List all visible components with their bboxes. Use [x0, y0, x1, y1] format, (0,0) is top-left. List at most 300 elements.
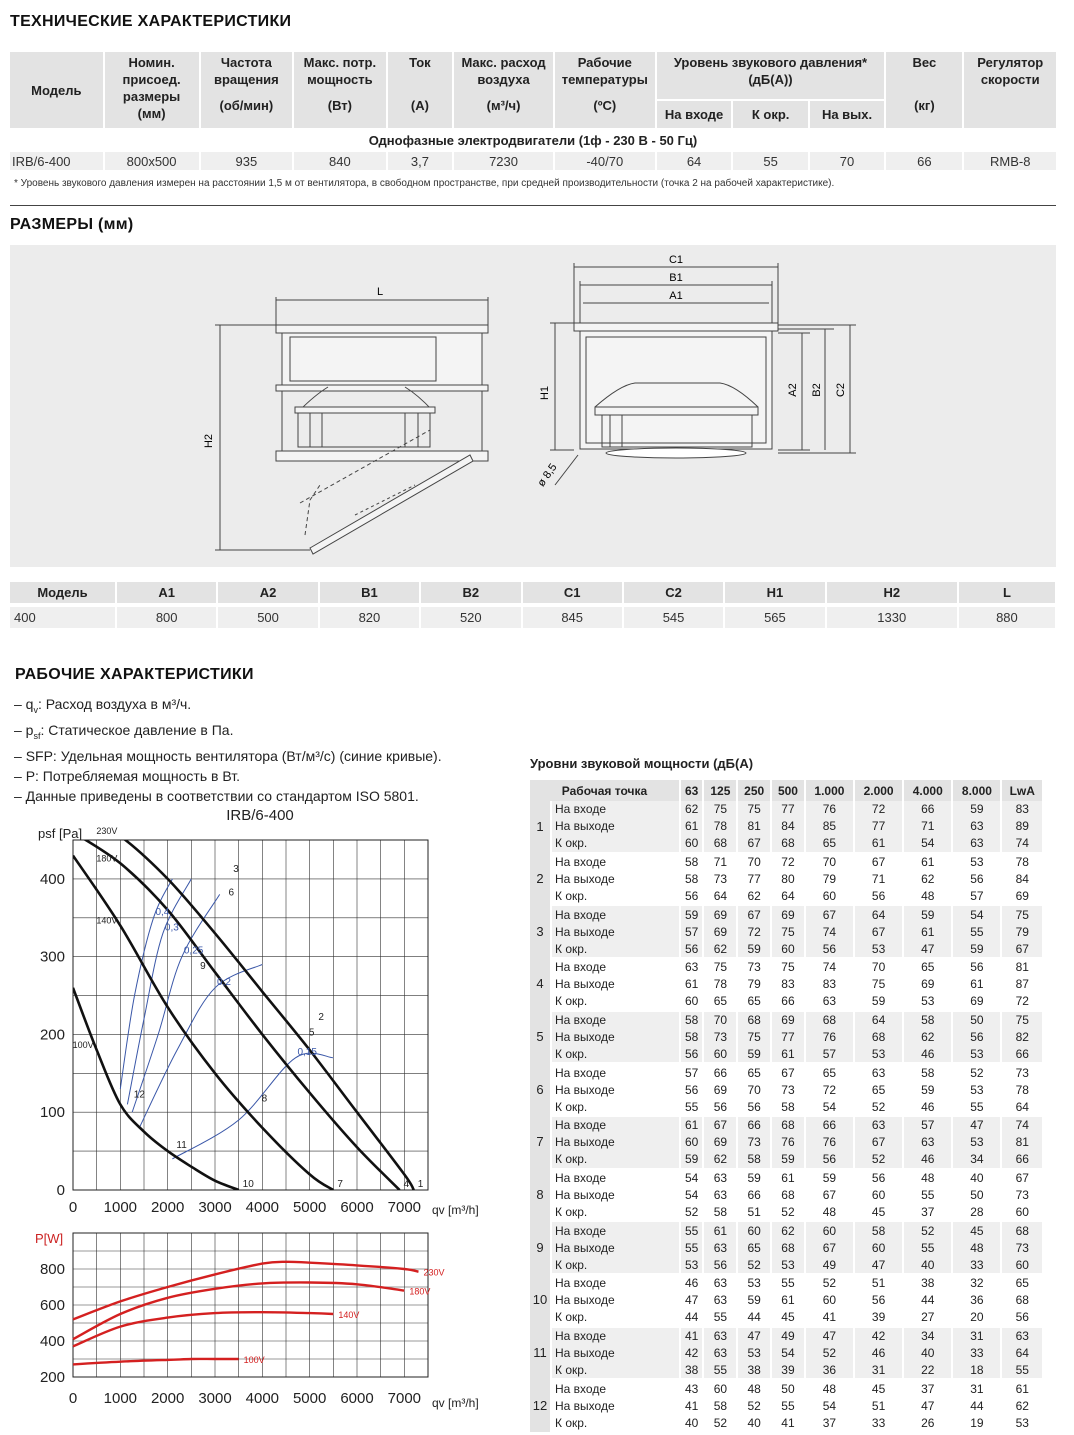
value-cell: 57 [805, 1045, 854, 1063]
value-cell: 58 [903, 1063, 952, 1081]
value-cell: 59 [737, 1045, 771, 1063]
value-cell: 60 [771, 940, 805, 958]
sound-title: Уровни звуковой мощности (дБ(A) [530, 756, 754, 771]
value-cell: 61 [903, 853, 952, 871]
point-cell: 1 [530, 801, 551, 853]
value-cell: 61 [771, 1292, 805, 1309]
row-label: К окр. [551, 835, 680, 853]
value-cell: 75 [1001, 1011, 1042, 1029]
value-cell: 70 [805, 853, 854, 871]
value-cell: 38 [903, 1274, 952, 1292]
row-label: К окр. [551, 993, 680, 1011]
value-cell: 60 [805, 887, 854, 905]
value-cell: 60 [680, 835, 704, 853]
table-row [530, 1397, 1042, 1414]
value-cell: 58 [903, 1011, 952, 1029]
value-cell: 58 [680, 1011, 704, 1029]
table-row [530, 1221, 1042, 1239]
value-cell: 47 [854, 1256, 903, 1274]
value-cell: 68 [805, 1011, 854, 1029]
value-cell: 58 [771, 1098, 805, 1116]
label-C2: C2 [835, 382, 847, 398]
value-cell: 41 [680, 1327, 704, 1345]
value-cell: 52 [737, 1397, 771, 1414]
row-label: На входе [551, 801, 680, 818]
col-sound-env: К окр. [732, 100, 808, 128]
value-cell: 40 [903, 1345, 952, 1362]
value-cell: 79 [1001, 923, 1042, 940]
x-tick-label: 4000 [245, 1390, 280, 1407]
value-cell: 46 [680, 1274, 704, 1292]
series-line [73, 988, 239, 1190]
value-cell: 55 [703, 1309, 737, 1327]
value-cell: 33 [952, 1256, 1001, 1274]
value-cell: 83 [1001, 801, 1042, 818]
value-cell: 45 [854, 1203, 903, 1221]
x-tick-label: 1000 [103, 1390, 138, 1407]
table-row [530, 1274, 1042, 1292]
value-cell: 69 [703, 923, 737, 940]
value-cell: 66 [903, 801, 952, 818]
value-cell: 53 [903, 993, 952, 1011]
value-cell: 55 [771, 1397, 805, 1414]
label-B2: B2 [811, 383, 823, 397]
performance-legend: – $q_v$: Расход воздуха в м³/ч. – $p_{sf}$: Статическое давление в Па. – SFP: Удельная мощность вентилятора (Вт/м³/с) (синие кривые). – P: Потребляемая мощность в Вт. – Данные приведены в соответствии со стандартом ISO 5801. [14, 696, 442, 804]
table-row [530, 1169, 1042, 1187]
x-tick-label: 7000 [387, 1199, 422, 1216]
value-cell: 77 [771, 801, 805, 818]
power-series-label: 230V [423, 1267, 445, 1278]
value-cell: 55 [1001, 1362, 1042, 1380]
value-cell: 59 [903, 905, 952, 923]
value-cell: 52 [952, 1063, 1001, 1081]
value-cell: 63 [703, 1327, 737, 1345]
point-cell: 9 [530, 1221, 551, 1274]
value-cell: 63 [703, 1239, 737, 1256]
point-label: 2 [318, 1011, 324, 1023]
chart-title: IRB/6-400 [226, 807, 294, 824]
row-label: К окр. [551, 1151, 680, 1169]
value-cell: 57 [680, 923, 704, 940]
y-tick-label: 300 [39, 948, 65, 966]
value-cell: 69 [703, 905, 737, 923]
value-cell: 55 [952, 1098, 1001, 1116]
value-cell: 73 [1001, 1187, 1042, 1204]
value-cell: 73 [737, 1134, 771, 1151]
value-cell: 59 [680, 905, 704, 923]
value-cell: 67 [1001, 940, 1042, 958]
x-tick-label: 1000 [103, 1199, 138, 1216]
table-row [530, 801, 1042, 818]
row-label: К окр. [551, 1203, 680, 1221]
row-label: На выходе [551, 1134, 680, 1151]
point-cell: 5 [530, 1011, 551, 1064]
table-row [530, 940, 1042, 958]
value-cell: 53 [952, 1134, 1001, 1151]
value-cell: 69 [703, 1134, 737, 1151]
point-label: 1 [417, 1179, 424, 1190]
value-cell: 58 [737, 1151, 771, 1169]
value-cell: 79 [805, 871, 854, 888]
value-cell: 53 [952, 853, 1001, 871]
series-line [73, 832, 400, 1190]
value-cell: 46 [854, 1345, 903, 1362]
value-cell: 77 [737, 871, 771, 888]
value-cell: 66 [771, 993, 805, 1011]
table-row [530, 1256, 1042, 1274]
value-cell: 57 [680, 1063, 704, 1081]
row-label: На выходе [551, 1292, 680, 1309]
row-label: К окр. [551, 1414, 680, 1432]
row-label: На выходе [551, 1081, 680, 1098]
table-row [530, 818, 1042, 835]
value-cell: 59 [737, 1292, 771, 1309]
table-row [530, 1187, 1042, 1204]
series-line [73, 856, 333, 1190]
point-cell: 11 [530, 1327, 551, 1380]
row-label: На выходе [551, 818, 680, 835]
value-cell: 74 [1001, 835, 1042, 853]
col-speed: Частота вращения (об/мин) [200, 52, 294, 128]
value-cell: 62 [680, 801, 704, 818]
value-cell: 61 [903, 923, 952, 940]
value-cell: 47 [903, 940, 952, 958]
dimension-drawing [10, 245, 1056, 567]
value-cell: 75 [771, 958, 805, 976]
value-cell: 62 [1001, 1397, 1042, 1414]
value-cell: 65 [1001, 1274, 1042, 1292]
value-cell: 63 [854, 1116, 903, 1134]
value-cell: 56 [703, 1098, 737, 1116]
value-cell: 56 [737, 1098, 771, 1116]
value-cell: 41 [805, 1309, 854, 1327]
value-cell: 73 [703, 871, 737, 888]
value-cell: 70 [737, 853, 771, 871]
row-label: На входе [551, 1327, 680, 1345]
value-cell: 27 [903, 1309, 952, 1327]
value-cell: 76 [805, 801, 854, 818]
value-cell: 41 [680, 1397, 704, 1414]
value-cell: 50 [952, 1011, 1001, 1029]
point-cell: 2 [530, 853, 551, 906]
value-cell: 62 [737, 887, 771, 905]
value-cell: 60 [1001, 1256, 1042, 1274]
table-row [530, 905, 1042, 923]
row-label: На выходе [551, 1345, 680, 1362]
sfp-label: 0,2 [217, 976, 231, 988]
value-cell: 62 [703, 1151, 737, 1169]
value-cell: 64 [854, 1011, 903, 1029]
value-cell: 81 [737, 818, 771, 835]
value-cell: 69 [903, 976, 952, 993]
group-label: Однофазные электродвигатели (1ф - 230 В - 50 Гц) [10, 128, 1056, 152]
row-label: К окр. [551, 1309, 680, 1327]
row-label: На выходе [551, 871, 680, 888]
value-cell: 51 [737, 1203, 771, 1221]
point-label: 4 [403, 1179, 410, 1190]
value-cell: 44 [903, 1292, 952, 1309]
value-cell: 69 [703, 1081, 737, 1098]
value-cell: 48 [805, 1379, 854, 1397]
value-cell: 68 [1001, 1292, 1042, 1309]
value-cell: 59 [952, 940, 1001, 958]
value-cell: 67 [805, 905, 854, 923]
value-cell: 20 [952, 1309, 1001, 1327]
value-cell: 26 [903, 1414, 952, 1432]
row-label: К окр. [551, 1362, 680, 1380]
table-row [530, 1362, 1042, 1380]
value-cell: 68 [771, 1239, 805, 1256]
value-cell: 70 [703, 1011, 737, 1029]
x-tick-label: 2000 [150, 1199, 185, 1216]
value-cell: 39 [771, 1362, 805, 1380]
value-cell: 59 [771, 1151, 805, 1169]
value-cell: 56 [703, 1256, 737, 1274]
x-tick-label: 0 [68, 1199, 78, 1216]
row-label: На входе [551, 1169, 680, 1187]
value-cell: 68 [771, 1187, 805, 1204]
value-cell: 67 [805, 1187, 854, 1204]
value-cell: 40 [737, 1414, 771, 1432]
value-cell: 44 [737, 1309, 771, 1327]
table-row [530, 1414, 1042, 1432]
point-cell: 4 [530, 958, 551, 1011]
value-cell: 65 [854, 1081, 903, 1098]
plot-area [73, 809, 414, 1190]
value-cell: 67 [771, 1063, 805, 1081]
value-cell: 64 [703, 887, 737, 905]
value-cell: 78 [703, 976, 737, 993]
value-cell: 87 [1001, 976, 1042, 993]
table-row [530, 1309, 1042, 1327]
value-cell: 60 [703, 1045, 737, 1063]
table-row [530, 853, 1042, 871]
table-row [530, 923, 1042, 940]
value-cell: 66 [703, 1063, 737, 1081]
value-cell: 52 [805, 1345, 854, 1362]
value-cell: 63 [703, 1169, 737, 1187]
value-cell: 62 [903, 871, 952, 888]
power-series-label: 100V [243, 1355, 265, 1365]
x-axis-label: qv [m³/h] [432, 1203, 479, 1217]
value-cell: 53 [854, 1045, 903, 1063]
value-cell: 62 [903, 1029, 952, 1046]
value-cell: 63 [903, 1134, 952, 1151]
value-cell: 63 [680, 958, 704, 976]
value-cell: 56 [854, 1169, 903, 1187]
point-label: 9 [200, 961, 206, 973]
y-tick-label: 800 [39, 1261, 65, 1278]
value-cell: 47 [737, 1327, 771, 1345]
value-cell: 56 [805, 940, 854, 958]
value-cell: 60 [680, 1134, 704, 1151]
value-cell: 63 [952, 835, 1001, 853]
value-cell: 71 [854, 871, 903, 888]
value-cell: 77 [771, 1029, 805, 1046]
row-label: На входе [551, 1274, 680, 1292]
value-cell: 59 [903, 1081, 952, 1098]
value-cell: 54 [805, 1098, 854, 1116]
point-label: 11 [176, 1140, 187, 1152]
value-cell: 33 [952, 1345, 1001, 1362]
row-label: К окр. [551, 1098, 680, 1116]
value-cell: 40 [903, 1256, 952, 1274]
x-tick-label: 2000 [150, 1390, 185, 1407]
table-row [530, 1379, 1042, 1397]
value-cell: 73 [771, 1081, 805, 1098]
value-cell: 59 [952, 801, 1001, 818]
label-hole: ø 8,5 [535, 461, 560, 489]
value-cell: 65 [737, 993, 771, 1011]
row-label: На входе [551, 853, 680, 871]
value-cell: 32 [952, 1274, 1001, 1292]
value-cell: 31 [952, 1379, 1001, 1397]
value-cell: 58 [703, 1203, 737, 1221]
table-row [530, 1327, 1042, 1345]
value-cell: 31 [952, 1327, 1001, 1345]
value-cell: 62 [771, 1221, 805, 1239]
value-cell: 56 [680, 940, 704, 958]
value-cell: 67 [1001, 1169, 1042, 1187]
value-cell: 55 [952, 923, 1001, 940]
value-cell: 55 [771, 1274, 805, 1292]
x-tick-label: 3000 [198, 1390, 232, 1407]
label-C1: C1 [668, 254, 684, 266]
value-cell: 61 [952, 976, 1001, 993]
col-weight: Вес (кг) [885, 52, 963, 128]
value-cell: 72 [771, 853, 805, 871]
sfp-label: 0,15 [297, 1046, 317, 1058]
value-cell: 56 [854, 887, 903, 905]
value-cell: 71 [703, 853, 737, 871]
value-cell: 72 [805, 1081, 854, 1098]
specs-footnote: * Уровень звукового давления измерен на расстоянии 1,5 м от вентилятора, в свободном пространстве, при средней производительности (точка 2 на рабочей характеристике). [14, 178, 835, 189]
table-row [530, 1116, 1042, 1134]
col-airflow: Макс. расход воздуха (м³/ч) [453, 52, 554, 128]
value-cell: 67 [854, 853, 903, 871]
value-cell: 48 [952, 1239, 1001, 1256]
value-cell: 53 [737, 1274, 771, 1292]
value-cell: 49 [771, 1327, 805, 1345]
value-cell: 64 [1001, 1345, 1042, 1362]
value-cell: 58 [680, 871, 704, 888]
value-cell: 56 [952, 1029, 1001, 1046]
row-label: На входе [551, 905, 680, 923]
sound-table: Рабочая точка 63 125 250 500 1.000 2.000 4.000 8.000 LwA 1 На входе 62 75 75 77 76 72 66 59 83 На выходе 61 78 81 84 85 77 71 63 89 К окр. 60 68 67 68 65 61 54 63 74 2 На входе 58 71 70 72 70 67 61 53 78 На выходе 58 73 77 80 79 71 62 56 84 К окр. 56 64 62 64 60 56 48 57 69 3 На входе 59 69 67 69 67 64 59 54 75 На выходе 57 69 72 75 74 67 61 55 79 К окр. 56 62 59 60 56 53 47 59 67 4 На входе 63 75 73 75 74 70 65 56 81 На выходе 61 78 79 83 83 75 69 61 87 К окр. 60 65 65 66 63 59 53 69 72 5 На входе 58 70 68 69 68 64 58 50 75 На выходе 58 73 75 77 76 68 62 56 82 К окр. 56 60 59 61 57 53 46 53 66 6 На входе 57 66 65 67 65 63 58 52 73 На выходе 56 69 70 73 72 65 59 53 78 К окр. 55 56 56 58 54 52 46 55 64 7 На входе 61 67 66 68 66 63 57 47 74 На выходе 60 69 73 76 76 67 63 53 81 К окр. 59 62 58 59 56 52 46 34 66 8 На входе 54 63 59 61 59 56 48 40 67 На выходе 54 63 66 68 67 60 55 50 73 К окр. 52 58 51 52 48 45 37 28 60 9 На входе 55 61 60 62 60 58 52 45 68 На выходе 55 63 65 68 67 60 55 48 73 К окр. 53 56 52 53 49 47 40 33 60 10 На входе 46 63 53 55 52 51 38 32 65 На выходе 47 63 59 61 60 56 44 36 68 К окр. 44 55 44 45 41 39 27 20 56 11 На входе 41 63 47 49 47 42 34 31 63 На выходе 42 63 53 54 52 46 40 33 64 К окр. 38 55 38 39 36 31 22 18 55 12 На входе 43 60 48 50 48 45 37 31 61 На выходе 41 58 52 55 54 51 47 44 62 К окр. 40 52 40 41 37 33 26 19 53 [530, 780, 1042, 1433]
col-current: Ток (A) [387, 52, 454, 128]
col-power: Макс. потр. мощность (Вт) [293, 52, 387, 128]
value-cell: 74 [805, 923, 854, 940]
value-cell: 74 [805, 958, 854, 976]
sfp-curve [172, 1053, 333, 1159]
row-label: На выходе [551, 1029, 680, 1046]
value-cell: 72 [854, 801, 903, 818]
table-row [530, 1134, 1042, 1151]
value-cell: 59 [680, 1151, 704, 1169]
value-cell: 66 [737, 1116, 771, 1134]
value-cell: 65 [903, 958, 952, 976]
y-tick-label: 100 [39, 1104, 65, 1122]
value-cell: 34 [952, 1151, 1001, 1169]
value-cell: 68 [703, 835, 737, 853]
row-label: На выходе [551, 923, 680, 940]
value-cell: 55 [903, 1239, 952, 1256]
value-cell: 52 [703, 1414, 737, 1432]
value-cell: 54 [680, 1169, 704, 1187]
value-cell: 65 [805, 1063, 854, 1081]
value-cell: 72 [737, 923, 771, 940]
value-cell: 54 [771, 1345, 805, 1362]
dimensions-row: 400 800 500 820 520 845 545 565 1330 880 [10, 607, 1055, 628]
value-cell: 60 [854, 1239, 903, 1256]
value-cell: 45 [771, 1309, 805, 1327]
value-cell: 47 [805, 1327, 854, 1345]
x-tick-label: 6000 [340, 1390, 374, 1407]
value-cell: 61 [771, 1169, 805, 1187]
label-A2: A2 [787, 383, 799, 397]
sfp-label: 0,25 [183, 945, 204, 957]
series-label: 100V [72, 1040, 94, 1050]
y-axis-label: psf [Pa] [38, 826, 83, 841]
col-sound-outlet: На вых. [809, 100, 885, 128]
value-cell: 48 [903, 1169, 952, 1187]
x-tick-label: 6000 [340, 1199, 374, 1216]
value-cell: 53 [737, 1345, 771, 1362]
value-cell: 85 [805, 818, 854, 835]
value-cell: 64 [854, 905, 903, 923]
value-cell: 38 [737, 1362, 771, 1380]
value-cell: 81 [1001, 958, 1042, 976]
table-row [530, 1011, 1042, 1029]
value-cell: 33 [854, 1414, 903, 1432]
value-cell: 84 [771, 818, 805, 835]
value-cell: 37 [903, 1379, 952, 1397]
series-label: 140V [96, 915, 118, 926]
point-cell: 3 [530, 905, 551, 958]
value-cell: 57 [952, 887, 1001, 905]
value-cell: 67 [737, 905, 771, 923]
table-row [530, 871, 1042, 888]
value-cell: 80 [771, 871, 805, 888]
value-cell: 72 [1001, 993, 1042, 1011]
value-cell: 54 [680, 1187, 704, 1204]
series-label: 230V [96, 826, 118, 837]
table-row [530, 1203, 1042, 1221]
value-cell: 61 [854, 835, 903, 853]
value-cell: 83 [771, 976, 805, 993]
value-cell: 79 [737, 976, 771, 993]
value-cell: 37 [805, 1414, 854, 1432]
value-cell: 68 [737, 1011, 771, 1029]
value-cell: 46 [903, 1098, 952, 1116]
value-cell: 58 [703, 1397, 737, 1414]
value-cell: 37 [903, 1203, 952, 1221]
value-cell: 61 [1001, 1379, 1042, 1397]
value-cell: 68 [1001, 1221, 1042, 1239]
value-cell: 49 [805, 1256, 854, 1274]
value-cell: 75 [1001, 905, 1042, 923]
point-cell: 12 [530, 1379, 551, 1432]
y-tick-label: 400 [39, 870, 65, 888]
value-cell: 75 [703, 958, 737, 976]
value-cell: 44 [952, 1397, 1001, 1414]
value-cell: 76 [805, 1029, 854, 1046]
sfp-label: 0,4 [155, 906, 170, 918]
value-cell: 61 [680, 1116, 704, 1134]
y-axis-label: P[W] [35, 1231, 64, 1246]
sfp-label: 0,3 [164, 922, 179, 934]
value-cell: 75 [771, 923, 805, 940]
